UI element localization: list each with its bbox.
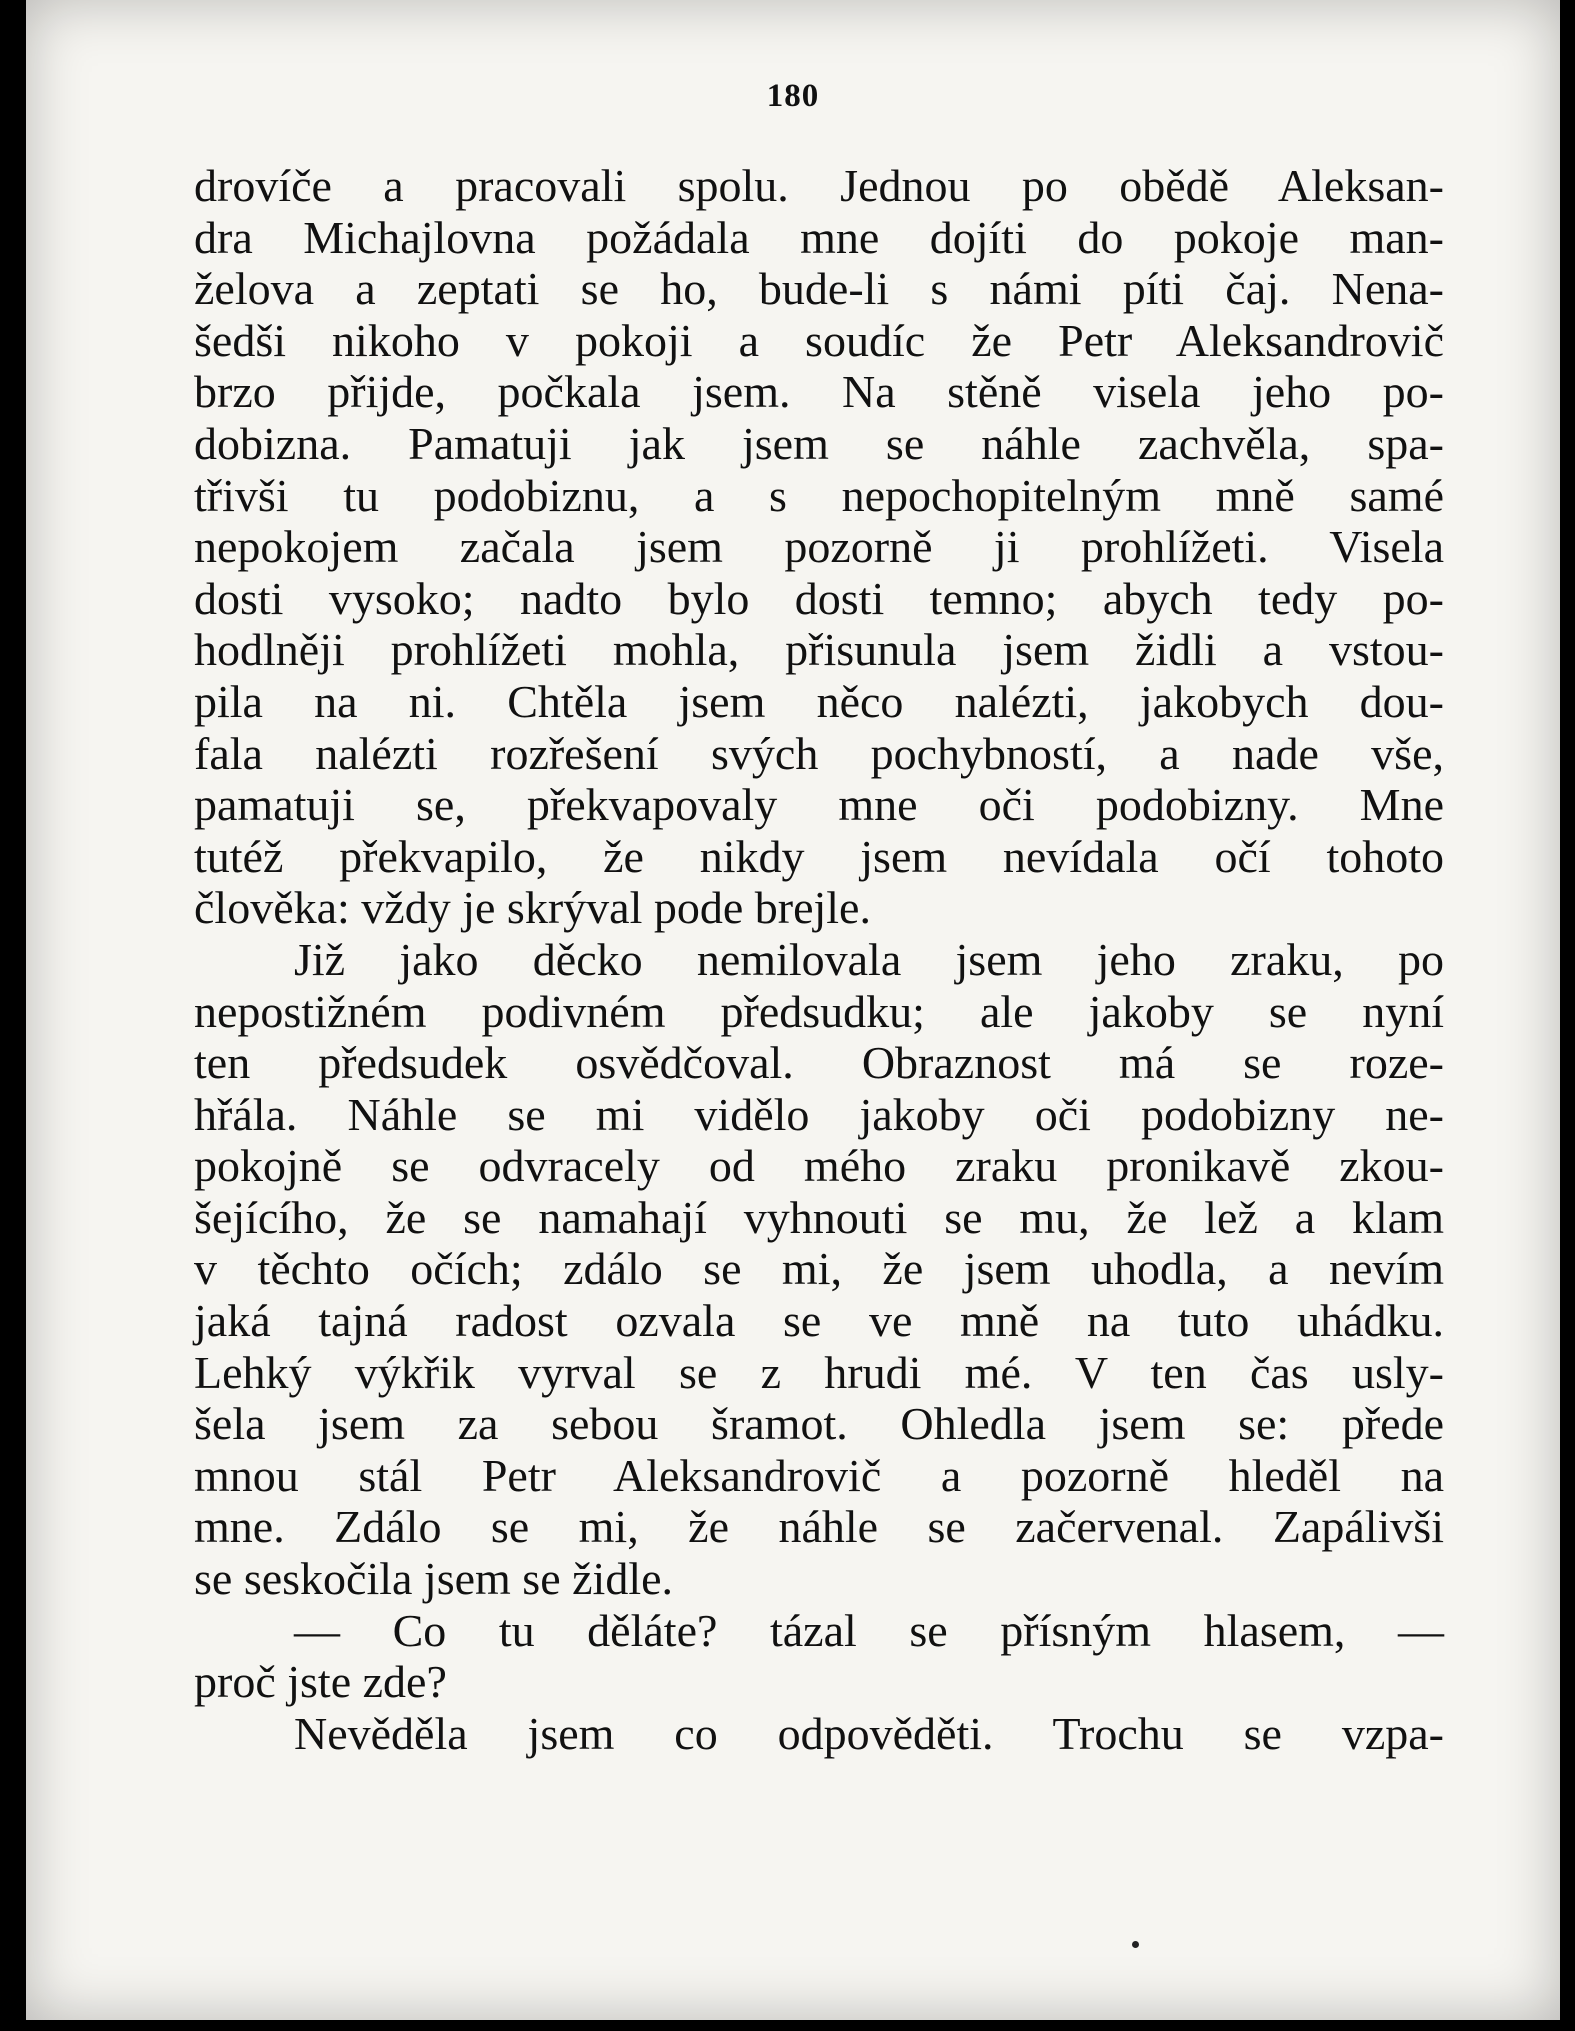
text-line: Lehký výkřik vyrval se z hrudi mé. V ten čas usly- [194, 1346, 1444, 1398]
text-line: v těchto očích; zdálo se mi, že jsem uhodla, a nevím [194, 1243, 1444, 1295]
text-line: proč jste zde? [194, 1656, 447, 1708]
text-line: jaká tajná radost ozvala se ve mně na tuto uhádku. [194, 1295, 1444, 1347]
text-line: hodlněji prohlížeti mohla, přisunula jsem židli a vstou- [194, 624, 1444, 676]
text-line: Nevěděla jsem co odpověděti. Trochu se vzpa- [294, 1707, 1444, 1759]
book-page [26, 0, 1560, 2020]
page-number: 180 [766, 78, 820, 114]
text-line: želova a zeptati se ho, bude-li s námi píti čaj. Nena- [194, 263, 1444, 315]
text-line: třivši tu podobiznu, a s nepochopitelným mně samé [194, 469, 1444, 521]
text-line: pila na ni. Chtěla jsem něco nalézti, jakobych dou- [194, 675, 1444, 727]
text-line: Již jako děcko nemilovala jsem jeho zraku, po [294, 933, 1444, 985]
text-line: dra Michajlovna požádala mne dojíti do pokoje man- [194, 211, 1444, 263]
text-line: brzo přijde, počkala jsem. Na stěně visela jeho po- [194, 366, 1444, 418]
text-line: nepokojem začala jsem pozorně ji prohlížeti. Visela [194, 521, 1444, 573]
ink-speck [1132, 1941, 1139, 1948]
text-line: pokojně se odvracely od mého zraku pronikavě zkou- [194, 1140, 1444, 1192]
text-line: — Co tu děláte? tázal se přísným hlasem, — [294, 1604, 1444, 1656]
text-line: dobizna. Pamatuji jak jsem se náhle zachvěla, spa- [194, 417, 1444, 469]
text-line: nepostižném podivném předsudku; ale jakoby se nyní [194, 985, 1444, 1037]
body-text [194, 160, 1444, 1759]
text-line: dosti vysoko; nadto bylo dosti temno; abych tedy po- [194, 572, 1444, 624]
text-line: mnou stál Petr Aleksandrovič a pozorně hleděl na [194, 1449, 1444, 1501]
text-line: se seskočila jsem se židle. [194, 1553, 674, 1605]
text-line: hřála. Náhle se mi vidělo jakoby oči podobizny ne- [194, 1088, 1444, 1140]
text-line: drovíče a pracovali spolu. Jednou po obědě Aleksan- [194, 160, 1444, 211]
text-line: ten předsudek osvědčoval. Obraznost má se roze- [194, 1037, 1444, 1089]
text-line: šejícího, že se namahají vyhnouti se mu, že lež a klam [194, 1191, 1444, 1243]
text-line: tutéž překvapilo, že nikdy jsem nevídala očí tohoto [194, 830, 1444, 882]
text-line: šela jsem za sebou šramot. Ohledla jsem se: přede [194, 1398, 1444, 1450]
text-line: mne. Zdálo se mi, že náhle se začervenal. Zapálivši [194, 1501, 1444, 1553]
text-line: fala nalézti rozřešení svých pochybností, a nade vše, [194, 727, 1444, 779]
text-line: pamatuji se, překvapovaly mne oči podobizny. Mne [194, 779, 1444, 831]
text-line: šedši nikoho v pokoji a soudíc že Petr Aleksandrovič [194, 314, 1444, 366]
text-line: člověka: vždy je skrýval pode brejle. [194, 882, 871, 934]
